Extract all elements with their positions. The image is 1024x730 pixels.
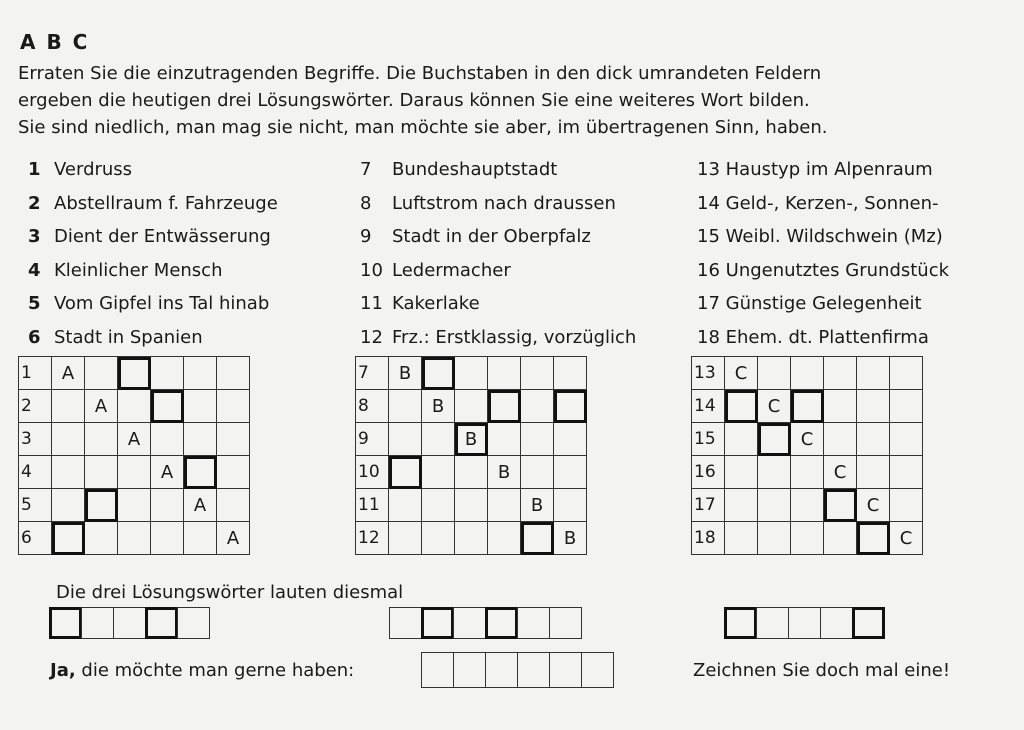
grid-cell[interactable]: C — [791, 423, 824, 456]
final-letter-box[interactable] — [421, 652, 454, 688]
grid-cell[interactable] — [824, 357, 857, 390]
row-number: 3 — [19, 423, 52, 456]
grid-cell[interactable] — [85, 489, 118, 522]
solution-letter-box[interactable] — [389, 607, 422, 639]
clue: 18 Ehem. dt. Plattenfirma — [697, 326, 929, 348]
grid-cell[interactable]: A — [52, 357, 85, 390]
clue-list-b — [360, 153, 636, 355]
grid-row — [19, 456, 250, 489]
row-number: 6 — [19, 522, 52, 555]
grid-cell[interactable] — [422, 456, 455, 489]
grid-cell[interactable] — [725, 390, 758, 423]
grid-cell[interactable] — [824, 423, 857, 456]
grid-cell[interactable] — [217, 489, 250, 522]
solution-letter-box[interactable] — [549, 607, 582, 639]
grid-row — [692, 522, 923, 555]
final-letter-box[interactable] — [581, 652, 614, 688]
grid-row — [19, 489, 250, 522]
grid-cell[interactable] — [118, 522, 151, 555]
grid-cell[interactable] — [554, 423, 587, 456]
grid-cell[interactable] — [890, 423, 923, 456]
solution-letter-box[interactable] — [81, 607, 114, 639]
grid-cell[interactable] — [857, 423, 890, 456]
clue: 11 Kakerlake — [360, 293, 480, 315]
grid-cell[interactable] — [151, 522, 184, 555]
clue: 5 Vom Gipfel ins Tal hinab — [28, 293, 270, 315]
solution-letter-box[interactable] — [145, 607, 178, 639]
solution-letter-box[interactable] — [49, 607, 82, 639]
grid-cell[interactable] — [758, 357, 791, 390]
grid-cell[interactable] — [184, 522, 217, 555]
grid-cell[interactable] — [151, 423, 184, 456]
grid-cell[interactable] — [389, 489, 422, 522]
solution-label: Die drei Lösungswörter lauten diesmal — [56, 582, 404, 603]
grid-cell[interactable] — [890, 390, 923, 423]
grid-row — [692, 423, 923, 456]
grid-cell[interactable] — [389, 456, 422, 489]
grid-cell[interactable] — [85, 456, 118, 489]
row-number: 11 — [356, 489, 389, 522]
grid-cell[interactable] — [422, 489, 455, 522]
grid-cell[interactable]: B — [554, 522, 587, 555]
grid-cell[interactable] — [791, 522, 824, 555]
row-number: 5 — [19, 489, 52, 522]
grid-cell[interactable] — [554, 390, 587, 423]
solution-letter-box[interactable] — [485, 607, 518, 639]
grid-cell[interactable] — [791, 456, 824, 489]
grid-cell[interactable]: C — [725, 357, 758, 390]
row-number: 2 — [19, 390, 52, 423]
grid-row — [356, 423, 587, 456]
grid-row — [356, 390, 587, 423]
instruction-line: Sie sind niedlich, man mag sie nicht, man möchte sie aber, im übertragenen Sinn, haben. — [18, 117, 828, 138]
final-word-boxes — [422, 652, 614, 688]
grid-cell[interactable]: B — [488, 456, 521, 489]
grid-cell[interactable]: A — [118, 423, 151, 456]
clue: 3 Dient der Entwässerung — [28, 226, 271, 248]
grid-cell[interactable] — [890, 456, 923, 489]
grid-cell[interactable] — [857, 522, 890, 555]
grid-cell[interactable]: B — [455, 423, 488, 456]
grid-row — [356, 357, 587, 390]
solution-letter-box[interactable] — [820, 607, 853, 639]
clue: 12 Frz.: Erstklassig, vorzüglich — [360, 326, 637, 348]
grid-cell[interactable] — [488, 357, 521, 390]
grid-cell[interactable] — [151, 357, 184, 390]
grid-cell[interactable] — [422, 357, 455, 390]
grid-cell[interactable]: C — [824, 456, 857, 489]
solution-word-3 — [725, 607, 885, 639]
grid-cell[interactable] — [118, 489, 151, 522]
grid-row — [692, 456, 923, 489]
solution-letter-box[interactable] — [453, 607, 486, 639]
grid-cell[interactable] — [488, 423, 521, 456]
row-number: 8 — [356, 390, 389, 423]
grid-cell[interactable] — [890, 489, 923, 522]
grid-cell[interactable]: B — [389, 357, 422, 390]
clue-list-c — [697, 153, 949, 355]
grid-cell[interactable] — [758, 489, 791, 522]
grid-cell[interactable] — [725, 423, 758, 456]
grid-cell[interactable] — [52, 423, 85, 456]
clue: 13 Haustyp im Alpenraum — [697, 159, 933, 180]
grid-cell[interactable] — [118, 456, 151, 489]
grid-cell[interactable] — [52, 390, 85, 423]
grid-row — [19, 423, 250, 456]
grid-row — [19, 522, 250, 555]
row-number: 18 — [692, 522, 725, 555]
grid-cell[interactable] — [791, 489, 824, 522]
grid-cell[interactable] — [758, 423, 791, 456]
row-number: 16 — [692, 456, 725, 489]
grid-cell[interactable] — [52, 456, 85, 489]
grid-cell[interactable] — [758, 456, 791, 489]
clue: 1 Verdruss — [28, 159, 133, 180]
solution-letter-box[interactable] — [517, 607, 550, 639]
clue: 14 Geld-, Kerzen-, Sonnen- — [697, 192, 939, 214]
grid-cell[interactable] — [389, 390, 422, 423]
clue: 2 Abstellraum f. Fahrzeuge — [28, 192, 278, 214]
puzzle-title: A B C — [20, 30, 90, 54]
grid-cell[interactable] — [217, 423, 250, 456]
row-number: 9 — [356, 423, 389, 456]
grid-cell[interactable] — [791, 390, 824, 423]
grid-cell[interactable]: B — [521, 489, 554, 522]
grid-row — [692, 390, 923, 423]
grid-cell[interactable] — [217, 357, 250, 390]
row-number: 12 — [356, 522, 389, 555]
clue: 7 Bundeshauptstadt — [360, 159, 558, 180]
grid-cell[interactable] — [52, 522, 85, 555]
grid-cell[interactable] — [554, 456, 587, 489]
grid-cell[interactable] — [422, 423, 455, 456]
grid-row — [692, 489, 923, 522]
instruction-line: ergeben die heutigen drei Lösungswörter. Daraus können Sie eine weiteres Wort bilden. — [18, 90, 810, 111]
solution-letter-box[interactable] — [788, 607, 821, 639]
grid-cell[interactable] — [725, 489, 758, 522]
final-letter-box[interactable] — [453, 652, 486, 688]
clue: 6 Stadt in Spanien — [28, 326, 203, 348]
clue: 17 Günstige Gelegenheit — [697, 293, 922, 315]
clue: 4 Kleinlicher Mensch — [28, 259, 223, 281]
grid-cell[interactable] — [118, 357, 151, 390]
grid-cell[interactable] — [217, 456, 250, 489]
grid-cell[interactable] — [455, 489, 488, 522]
row-number: 4 — [19, 456, 52, 489]
clue: 8 Luftstrom nach draussen — [360, 192, 616, 214]
grid-cell[interactable]: C — [758, 390, 791, 423]
grid-cell[interactable] — [389, 522, 422, 555]
grid-cell[interactable] — [758, 522, 791, 555]
row-number: 17 — [692, 489, 725, 522]
solution-letter-box[interactable] — [756, 607, 789, 639]
solution-word-1 — [50, 607, 210, 639]
grid-cell[interactable] — [521, 357, 554, 390]
instructions — [18, 60, 1018, 141]
grid-cell[interactable] — [725, 522, 758, 555]
crossword-grid-b — [355, 356, 587, 555]
grid-row — [356, 522, 587, 555]
clue: 10 Ledermacher — [360, 259, 511, 281]
grid-cell[interactable] — [488, 522, 521, 555]
grid-cell[interactable] — [52, 489, 85, 522]
final-letter-box[interactable] — [549, 652, 582, 688]
grid-cell[interactable] — [824, 489, 857, 522]
instruction-line: Erraten Sie die einzutragenden Begriffe. Die Buchstaben in den dick umrandeten Feldern — [18, 63, 822, 84]
grid-cell[interactable]: A — [85, 390, 118, 423]
row-number: 13 — [692, 357, 725, 390]
clue-list-a — [28, 153, 278, 355]
grid-row — [692, 357, 923, 390]
grid-cell[interactable] — [217, 390, 250, 423]
grid-cell[interactable] — [151, 489, 184, 522]
solution-letter-box[interactable] — [113, 607, 146, 639]
row-number: 15 — [692, 423, 725, 456]
clue: 15 Weibl. Wildschwein (Mz) — [697, 226, 943, 248]
solution-letter-box[interactable] — [852, 607, 885, 639]
final-letter-box[interactable] — [517, 652, 550, 688]
grid-cell[interactable] — [857, 357, 890, 390]
grid-cell[interactable] — [857, 456, 890, 489]
grid-cell[interactable]: C — [890, 522, 923, 555]
grid-cell[interactable] — [521, 522, 554, 555]
grid-cell[interactable] — [184, 456, 217, 489]
grid-cell[interactable] — [521, 423, 554, 456]
crossword-grid-a — [18, 356, 250, 555]
grid-cell[interactable] — [554, 489, 587, 522]
grid-cell[interactable] — [488, 390, 521, 423]
grid-cell[interactable] — [85, 423, 118, 456]
grid-cell[interactable]: A — [151, 456, 184, 489]
grid-cell[interactable] — [890, 357, 923, 390]
grid-cell[interactable] — [455, 456, 488, 489]
grid-cell[interactable] — [824, 390, 857, 423]
solution-letter-box[interactable] — [724, 607, 757, 639]
row-number: 10 — [356, 456, 389, 489]
grid-cell[interactable]: A — [217, 522, 250, 555]
row-number: 14 — [692, 390, 725, 423]
crossword-grid-c — [691, 356, 923, 555]
grid-cell[interactable] — [725, 456, 758, 489]
grid-cell[interactable] — [791, 357, 824, 390]
solution-letter-box[interactable] — [177, 607, 210, 639]
grid-cell[interactable] — [118, 390, 151, 423]
grid-cell[interactable] — [184, 423, 217, 456]
grid-cell[interactable] — [554, 357, 587, 390]
grid-cell[interactable] — [151, 390, 184, 423]
grid-row — [19, 357, 250, 390]
final-letter-box[interactable] — [485, 652, 518, 688]
clue: 9 Stadt in der Oberpfalz — [360, 226, 591, 248]
solution-letter-box[interactable] — [421, 607, 454, 639]
draw-prompt: Zeichnen Sie doch mal eine! — [693, 660, 951, 681]
clue: 16 Ungenutztes Grundstück — [697, 259, 950, 281]
grid-cell[interactable] — [455, 357, 488, 390]
grid-cell[interactable]: A — [184, 489, 217, 522]
grid-row — [19, 390, 250, 423]
grid-cell[interactable] — [521, 456, 554, 489]
solution-word-2 — [390, 607, 582, 639]
grid-cell[interactable] — [184, 357, 217, 390]
grid-cell[interactable] — [455, 522, 488, 555]
row-number: 1 — [19, 357, 52, 390]
grid-cell[interactable] — [857, 390, 890, 423]
grid-cell[interactable]: C — [857, 489, 890, 522]
grid-cell[interactable]: B — [422, 390, 455, 423]
grid-cell[interactable] — [488, 489, 521, 522]
grid-row — [356, 456, 587, 489]
grid-row — [356, 489, 587, 522]
row-number: 7 — [356, 357, 389, 390]
grid-cell[interactable] — [422, 522, 455, 555]
grid-cell[interactable] — [184, 390, 217, 423]
grid-cell[interactable] — [85, 522, 118, 555]
grid-cell[interactable] — [521, 390, 554, 423]
final-word-label: Ja, die möchte man gerne haben: — [50, 660, 355, 681]
grid-cell[interactable] — [824, 522, 857, 555]
grid-cell[interactable] — [455, 390, 488, 423]
grid-cell[interactable] — [389, 423, 422, 456]
grid-cell[interactable] — [85, 357, 118, 390]
